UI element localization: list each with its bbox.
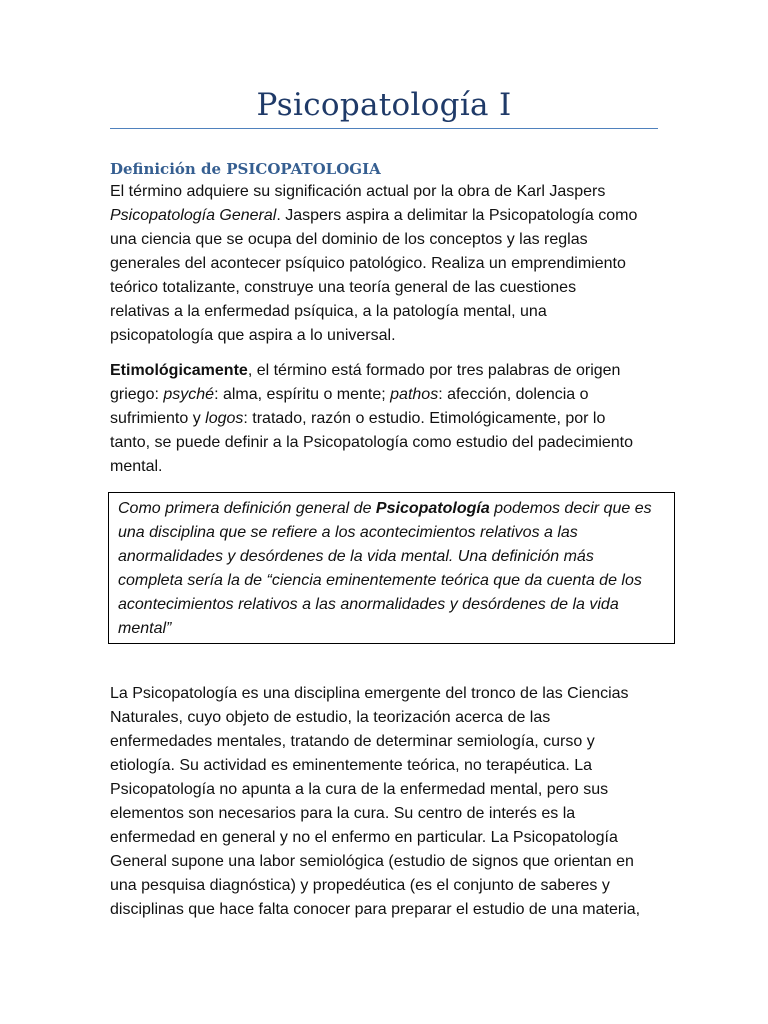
text-run: . Jaspers aspira a delimitar la Psicopatología como (276, 207, 638, 224)
text-line: acontecimientos relativos a las anormalidades y desórdenes de la vida (118, 596, 619, 613)
text-line: una ciencia que se ocupa del dominio de los conceptos y las reglas (110, 231, 588, 248)
text-line: etiología. Su actividad es eminentemente teórica, no terapéutica. La (110, 757, 593, 774)
text-line: General supone una labor semiológica (estudio de signos que orientan en (110, 853, 634, 870)
text-run: , el término está formado por tres palabras de origen (247, 362, 621, 379)
text-run: : tratado, razón o estudio. Etimológicamente, por lo (243, 410, 606, 427)
text-run: : alma, espíritu o mente; (214, 386, 391, 403)
text-run: : afección, dolencia o (438, 386, 589, 403)
text-line (110, 407, 670, 431)
text-line: una pesquisa diagnóstica) y propedéutica (es el conjunto de saberes y (110, 877, 610, 894)
text-line: teórico totalizante, construye una teoría general de las cuestiones (110, 279, 577, 296)
text-line: relativas a la enfermedad psíquica, a la patología mental, una (110, 303, 547, 320)
text-line: Psicopatología no apunta a la cura de la enfermedad mental, pero sus (110, 781, 609, 798)
text-line: Naturales, cuyo objeto de estudio, la teorización acerca de las (110, 709, 551, 726)
text-line: tanto, se puede definir a la Psicopatología como estudio del padecimiento (110, 434, 634, 451)
section-heading: Definición de PSICOPATOLOGIA (110, 160, 381, 178)
text-line: disciplinas que hace falta conocer para preparar el estudio de una materia, (110, 901, 641, 918)
document-title: Psicopatología I (256, 87, 512, 123)
text-line: completa sería la de “ciencia eminentemente teórica que da cuenta de los (118, 572, 642, 589)
title-underline (110, 128, 658, 129)
italic-term: logos (205, 410, 244, 427)
text-line: enfermedades mentales, tratando de determinar semiología, curso y (110, 733, 595, 750)
text-line: generales del acontecer psíquico patológico. Realiza un emprendimiento (110, 255, 626, 272)
text-line: mental” (118, 620, 172, 637)
text-run: podemos decir que es (489, 500, 652, 517)
text-line: La Psicopatología es una disciplina emergente del tronco de las Ciencias (110, 685, 629, 702)
text-run: Como primera definición general de (118, 500, 376, 517)
text-run: griego: (110, 386, 164, 403)
text-line: psicopatología que aspira a lo universal. (110, 327, 396, 344)
paragraph-discipline (110, 682, 670, 922)
text-line: mental. (110, 458, 163, 475)
text-line: enfermedad en general y no el enfermo en particular. La Psicopatología (110, 829, 618, 846)
text-line: una disciplina que se refiere a los acontecimientos relativos a las (118, 524, 578, 541)
italic-term: psyché (163, 386, 215, 403)
text-run: sufrimiento y (110, 410, 206, 427)
italic-term: pathos (390, 386, 439, 403)
text-line: elementos son necesarios para la cura. Su centro de interés es la (110, 805, 576, 822)
text-line (118, 497, 674, 521)
italic-book-title: Psicopatología General (110, 207, 277, 224)
text-line (110, 204, 670, 228)
bold-term: Psicopatología (375, 500, 490, 517)
paragraph-etymology (110, 359, 670, 479)
text-line (110, 359, 670, 383)
text-line: anormalidades y desórdenes de la vida mental. Una definición más (118, 548, 594, 565)
definition-box (108, 492, 675, 644)
paragraph-jaspers (110, 180, 670, 348)
bold-term: Etimológicamente (110, 362, 248, 379)
text-line: El término adquiere su significación actual por la obra de Karl Jaspers (110, 183, 606, 200)
text-line (110, 383, 670, 407)
